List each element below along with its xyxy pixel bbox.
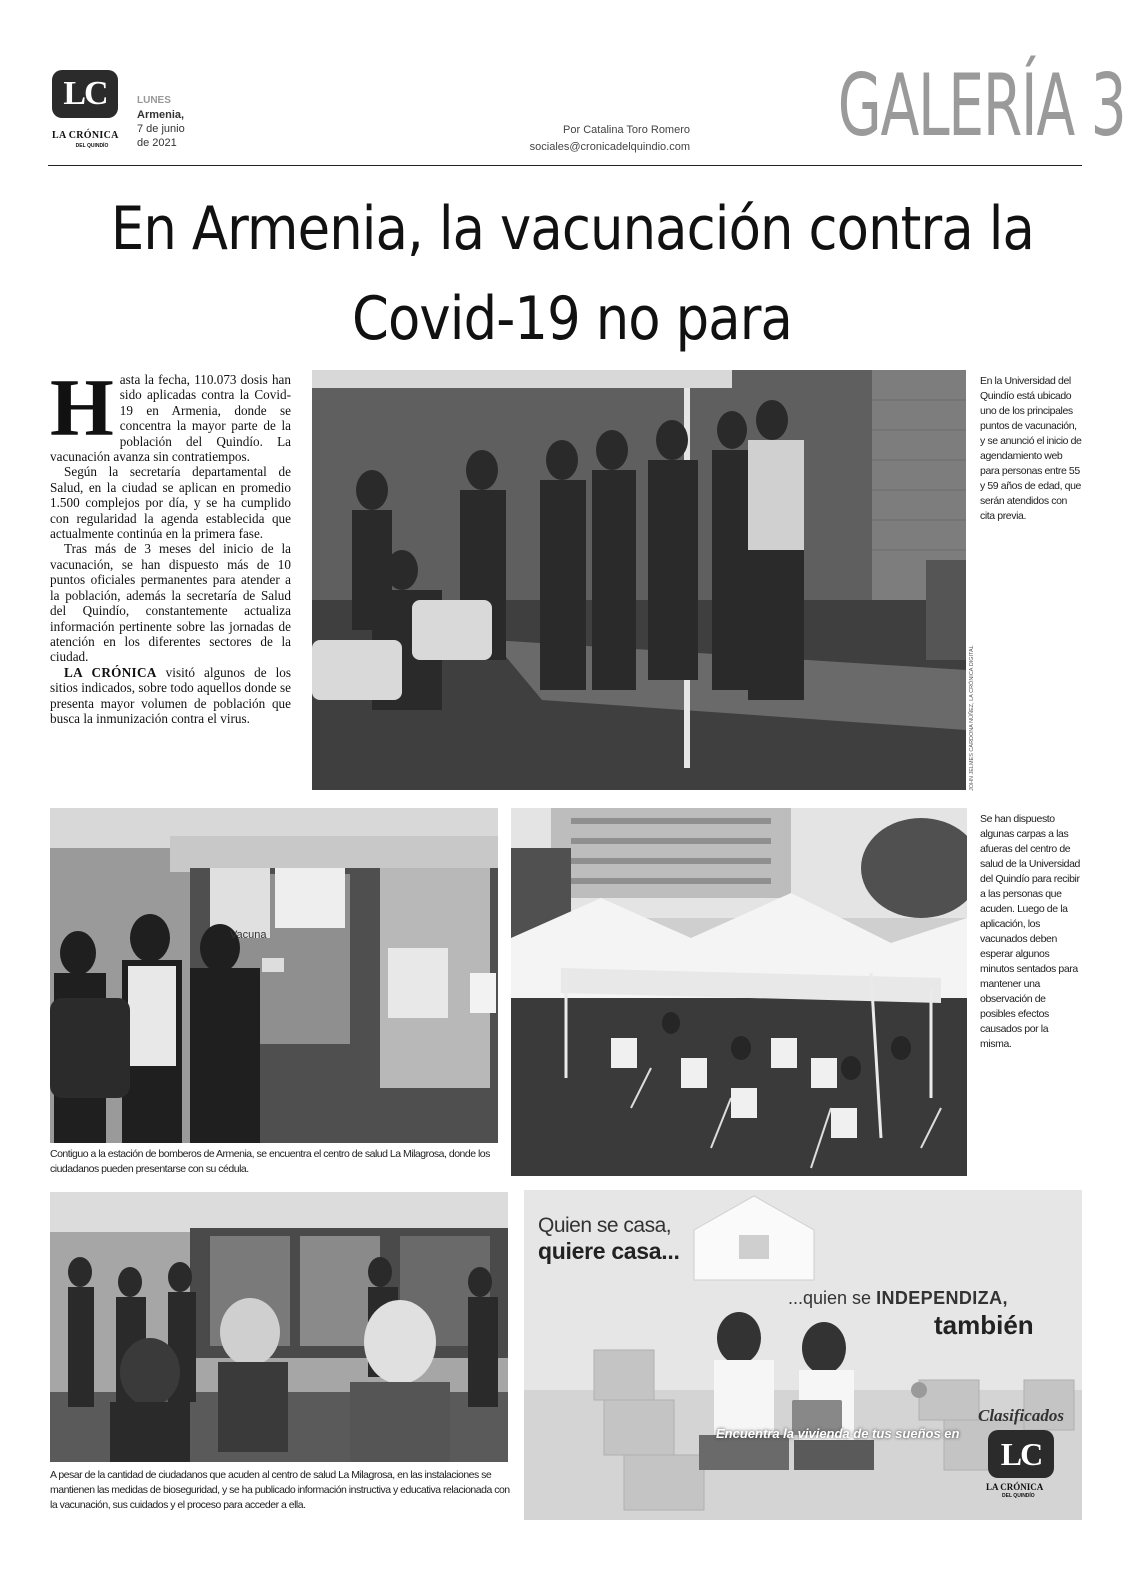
masthead-logo (52, 70, 122, 126)
dateline-city: Armenia, (137, 109, 185, 121)
ad-logo-subtitle: DEL QUINDÍO (1002, 1493, 1035, 1499)
article-body (50, 362, 291, 726)
photo-vaccination-queue (312, 370, 966, 790)
caption-photo-3: Se han dispuesto algunas carpas a las afueras del centro de salud de la Universidad del Quindío para recibir a las personas que acuden. Luego de la aplicación, los vacunados deben esperar algunos minutos sentados para mantener una observación de posibles efectos causados por la misma. (980, 813, 1080, 1050)
headline-line-2: Covid-19 no para (351, 284, 793, 354)
ad-line-1: Quien se casa, (538, 1214, 672, 1237)
logo-mark: LC (52, 70, 118, 118)
ad-line-3-bold: INDEPENDIZA, (876, 1288, 1008, 1308)
dateline-year: de 2021 (137, 137, 177, 149)
byline (480, 122, 690, 156)
photo-credit-text: JOHN JELMES CARDONA NÚÑEZ, LA CRÓNICA DIGITAL (969, 645, 975, 791)
masthead-rule (48, 165, 1082, 166)
photo-credit (966, 636, 980, 791)
article-paragraph-2: Según la secretaría departamental de Salud, en la ciudad se aplican en promedio 1.500 complejos por día, y se ha cumplido con regularidad la agenda establecida que actualmente continúa en la primera fase. (50, 464, 291, 542)
classifieds-ad[interactable] (524, 1190, 1082, 1520)
headline-line-1: En Armenia, la vacunación contra la (110, 194, 1034, 264)
ad-section: Clasificados (978, 1406, 1064, 1425)
dateline-day: LUNES (137, 95, 171, 106)
caption-photo-1: En la Universidad del Quindío está ubicado uno de los principales puntos de vacunación, y se anunció el inicio de agendamiento web para personas entre 55 y 59 años de edad, que serán atendidos con cita previa. (980, 375, 1082, 522)
section-title: GALERÍA 3 (837, 56, 1126, 156)
byline-email[interactable]: sociales@cronicadelquindio.com (529, 141, 690, 153)
headline (40, 184, 1104, 364)
article-paragraph-3: Tras más de 3 meses del inicio de la vacunación, se han dispuesto más de 10 puntos oficiales permanentes para atender a la población, además la secretaría de Salud del Quindío, constantemente actualiza información pertinente sobre las jornadas de atención en los diferentes sectores de la ciudad. (50, 541, 291, 665)
caption-photo-4: A pesar de la cantidad de ciudadanos que acuden al centro de salud La Milagrosa, en las instalaciones se mantienen las medidas de bioseguridad, y se ha publicado información instructiva y educativa relacionada con la vacunación, sus cuidados y el proceso para acceder a ella. (50, 1469, 510, 1511)
logo-subtitle: DEL QUINDÍO (75, 143, 109, 149)
photo-tents (511, 808, 967, 1176)
article-paragraph-4-text: visitó algunos de los sitios indicados, sobre todo aquellos donde se presenta mayor volumen de población que busca la inmunización contra el virus. (50, 664, 291, 726)
ad-line-3-prefix: ...quien se (788, 1288, 877, 1308)
article-paragraph-4 (50, 665, 291, 727)
ad-line-2: quiere casa... (538, 1238, 680, 1264)
byline-author: Por Catalina Toro Romero (563, 124, 690, 136)
dropcap: H (50, 362, 114, 453)
ad-logo: LC (988, 1430, 1054, 1478)
article-paragraph-1-text: asta la fecha, 110.073 dosis han sido aplicadas contra la Covid-19 en Armenia, donde se concentra la mayor parte de la población del Quindío. La vacunación avanza sin contratiempos. (50, 372, 291, 465)
photo-waiting-room (50, 1192, 508, 1462)
article-paragraph-1 (50, 362, 291, 465)
logo-name: LA CRÓNICA (52, 130, 119, 141)
ad-line-3 (788, 1288, 1008, 1309)
caption-photo-2: Contiguo a la estación de bomberos de Armenia, se encuentra el centro de salud La Milagrosa, donde los ciudadanos pueden presentarse con su cédula. (50, 1148, 490, 1175)
ad-logo-name: LA CRÓNICA (986, 1482, 1044, 1492)
ad-line-4: también (934, 1310, 1034, 1340)
article-kicker: LA CRÓNICA (64, 664, 157, 680)
dateline (137, 94, 217, 150)
dateline-date: 7 de junio (137, 123, 185, 135)
poster-text: Vacuna (230, 929, 267, 941)
ad-footer: Encuentra la vivienda de tus sueños en (716, 1426, 960, 1441)
photo-milagrosa-entrance (50, 808, 498, 1143)
